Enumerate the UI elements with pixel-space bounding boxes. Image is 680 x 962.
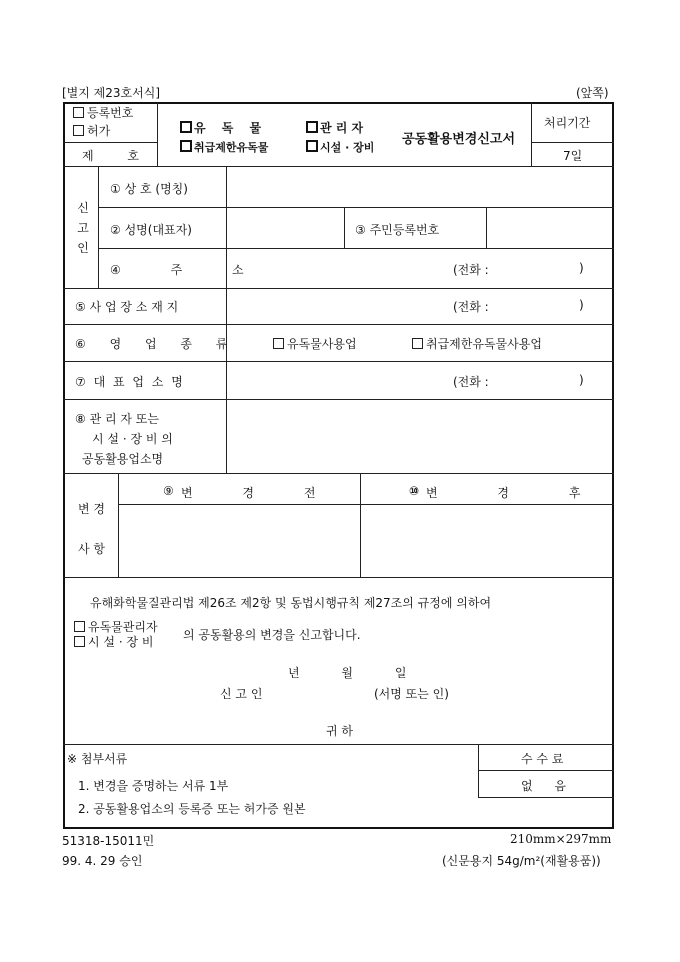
attachment-item-1: 1. 변경을 증명하는 서류 1부 <box>78 779 229 793</box>
reg-number-option[interactable]: 등록번호 <box>73 104 133 121</box>
form-number: [별지 제23호서식] <box>62 86 160 100</box>
company-name-label: ① 상 호 (명칭) <box>110 182 188 196</box>
fee-value: 없 음 <box>521 779 566 793</box>
signature-field[interactable]: (서명 또는 인) <box>374 687 449 701</box>
fee-label: 수 수 료 <box>521 752 564 766</box>
manager-facility-field[interactable] <box>234 405 606 467</box>
attachments-title: ※ 첨부서류 <box>67 752 128 766</box>
before-change-label: 변 경 전 <box>181 486 316 500</box>
manager-facility-label-2: 시 설 · 장 비 의 <box>92 432 173 446</box>
type-facility-option[interactable]: 시설 · 장비 <box>306 139 374 155</box>
restricted-use-option[interactable]: 취급제한유독물사용업 <box>412 335 542 352</box>
rep-business-label: ⑦ 대 표 업 소 명 <box>75 375 183 389</box>
number-label: 제 호 <box>82 149 139 163</box>
manager-declare-option[interactable]: 유독물관리자 <box>74 618 158 635</box>
declaration-date: 년 월 일 <box>288 666 407 680</box>
resident-number-label: ③ 주민등록번호 <box>355 223 440 237</box>
facility-declare-option[interactable]: 시 설 · 장 비 <box>74 633 153 650</box>
business-type-label: ⑥ 영 업 종 류 <box>75 337 228 351</box>
business-location-field[interactable] <box>234 294 444 320</box>
type-restricted-option[interactable]: 취급제한유독물 <box>180 139 268 155</box>
representative-label: ② 성명(대표자) <box>110 223 192 237</box>
addressee: 귀 하 <box>326 724 353 738</box>
after-change-field[interactable] <box>366 508 608 572</box>
law-text: 유해화학물질관리법 제26조 제2항 및 동법시행규칙 제27조의 규정에 의하여 <box>90 596 492 610</box>
address-label: ④ 주 소 <box>110 263 244 277</box>
applicant-sign-label: 신 고 인 <box>220 687 263 701</box>
type-poison-option[interactable]: 유 독 물 <box>180 119 261 136</box>
before-change-field[interactable] <box>124 508 354 572</box>
before-change-number: ⑨ <box>163 484 174 498</box>
after-change-label: 변 경 후 <box>426 486 581 500</box>
attachment-item-2: 2. 공동활용업소의 등록증 또는 허가증 원본 <box>78 802 306 816</box>
rep-business-phone-label: (전화 : <box>453 375 489 389</box>
processing-period-value: 7일 <box>563 149 583 163</box>
company-name-field[interactable] <box>234 174 606 202</box>
address-phone-label: (전화 : <box>453 263 489 277</box>
manager-facility-label-3: 공동활용업소명 <box>82 452 164 466</box>
form-code: 51318-15011민 <box>62 834 155 848</box>
rep-business-field[interactable] <box>234 367 444 395</box>
after-change-number: ⑩ <box>409 484 420 498</box>
manager-facility-label-1: ⑧ 관 리 자 또는 <box>75 412 159 426</box>
paper-type: (신문용지 54g/m²(재활용품)) <box>442 854 601 868</box>
type-manager-option[interactable]: 관 리 자 <box>306 119 363 136</box>
business-phone-label: (전화 : <box>453 300 489 314</box>
form-title: 공동활용변경신고서 <box>402 132 516 147</box>
changes-label-bottom: 사 항 <box>78 542 105 556</box>
applicant-group-label: 신 고 인 <box>77 201 89 255</box>
representative-field[interactable] <box>234 214 338 242</box>
processing-period-label: 처리기간 <box>544 116 591 130</box>
declaration-text: 의 공동활용의 변경을 신고합니다. <box>183 628 361 642</box>
address-field[interactable] <box>234 254 444 282</box>
front-side-label: (앞쪽) <box>576 86 609 100</box>
permit-option[interactable]: 허가 <box>73 122 110 139</box>
approval-date: 99. 4. 29 승인 <box>62 854 143 868</box>
resident-number-field[interactable] <box>492 214 608 242</box>
poison-use-option[interactable]: 유독물사용업 <box>273 335 357 352</box>
business-location-label: ⑤ 사 업 장 소 재 지 <box>75 300 179 314</box>
paper-size: 210mm×297mm <box>510 832 612 846</box>
changes-label-top: 변 경 <box>78 502 105 516</box>
